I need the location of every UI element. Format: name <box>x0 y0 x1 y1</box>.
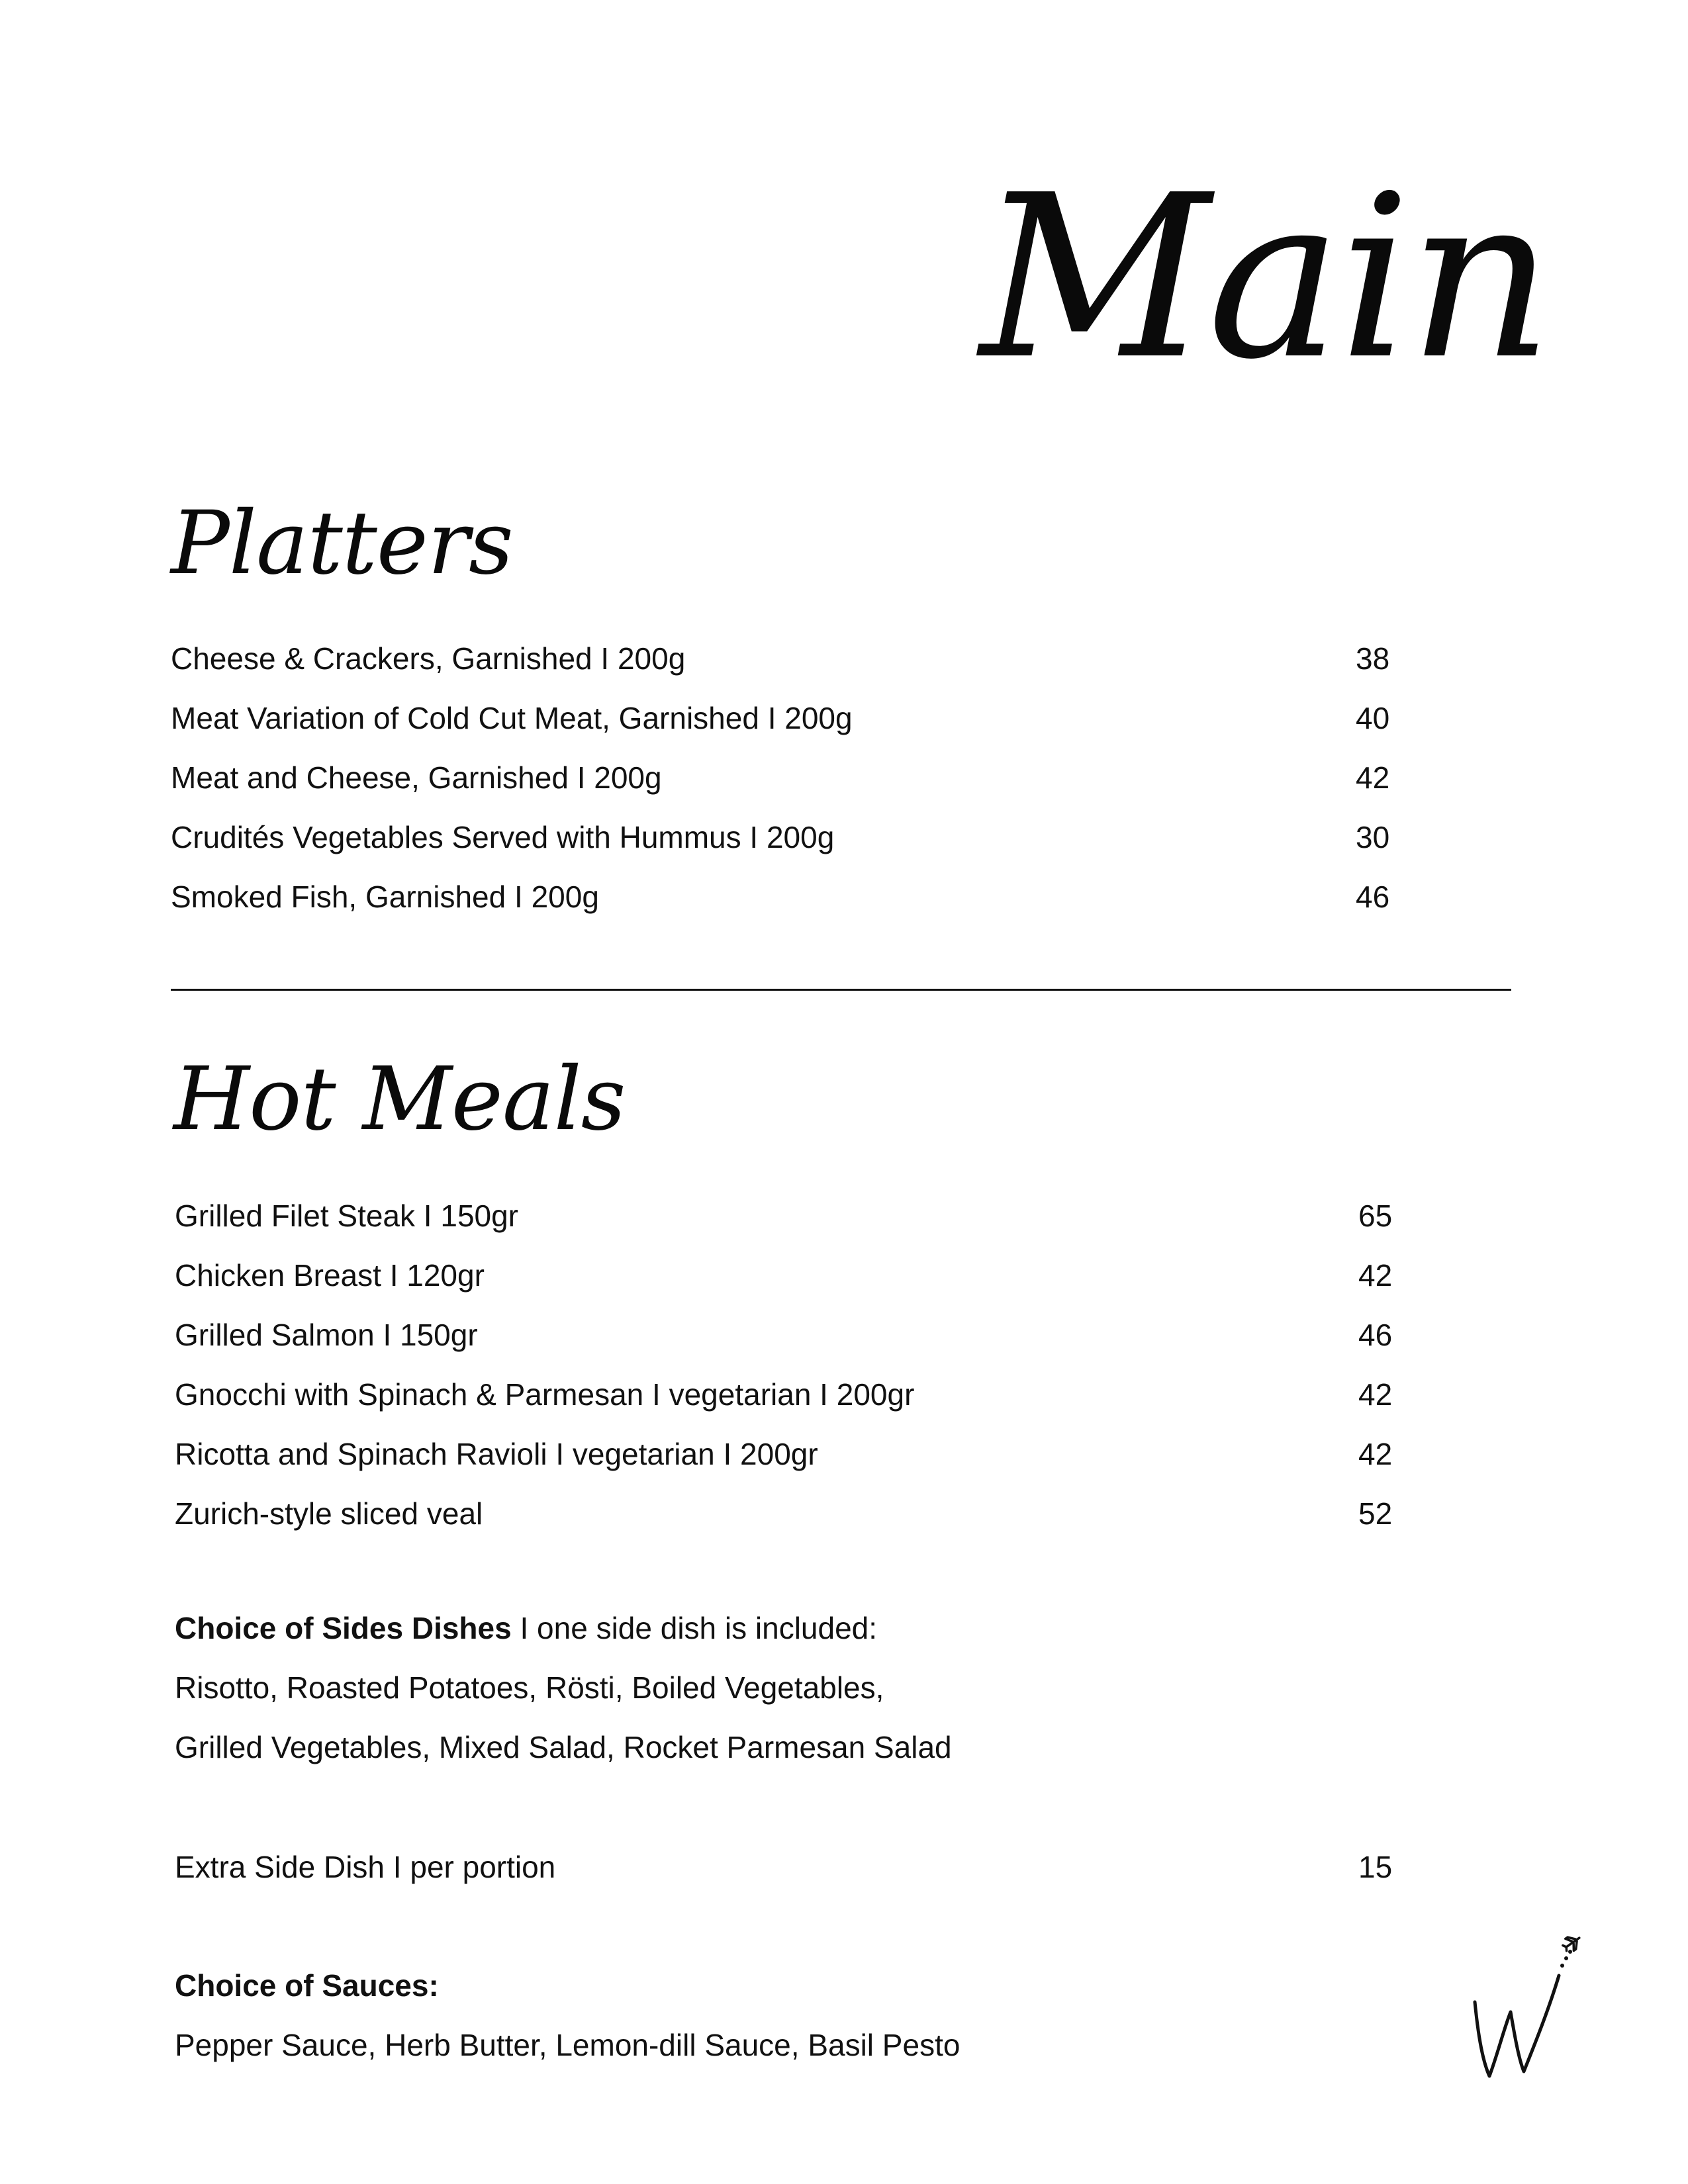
hot-meals-heading: Hot Meals <box>173 1048 626 1150</box>
item-price: 38 <box>1356 641 1390 676</box>
item-price: 42 <box>1358 1377 1393 1412</box>
sauces-list: Pepper Sauce, Herb Butter, Lemon-dill Sauce, Basil Pesto <box>175 2028 961 2062</box>
list-item <box>175 1305 1399 1365</box>
item-name: Extra Side Dish I per portion <box>175 1850 556 1884</box>
item-price: 15 <box>1358 1850 1393 1884</box>
platters-list <box>171 629 1395 927</box>
item-price: 30 <box>1356 820 1390 854</box>
item-name: Crudités Vegetables Served with Hummus I 200g <box>171 820 835 854</box>
list-item <box>171 629 1395 688</box>
list-item <box>175 1186 1399 1246</box>
sides-options-line-2: Grilled Vegetables, Mixed Salad, Rocket Parmesan Salad <box>175 1730 952 1764</box>
sauces-label: Choice of Sauces: <box>175 1968 439 2003</box>
item-name: Ricotta and Spinach Ravioli I vegetarian I 200gr <box>175 1437 818 1471</box>
item-name: Gnocchi with Spinach & Parmesan I vegetarian I 200gr <box>175 1377 915 1412</box>
list-item <box>171 807 1395 867</box>
item-name: Smoked Fish, Garnished I 200g <box>171 880 599 914</box>
section-divider <box>171 989 1511 991</box>
sides-header <box>175 1598 877 1658</box>
item-name: Grilled Salmon I 150gr <box>175 1318 478 1352</box>
item-price: 42 <box>1356 760 1390 795</box>
list-item <box>171 867 1395 927</box>
list-item <box>175 1484 1399 1543</box>
item-price: 46 <box>1358 1318 1393 1352</box>
item-price: 42 <box>1358 1258 1393 1293</box>
item-price: 42 <box>1358 1437 1393 1471</box>
sides-options-line-1: Risotto, Roasted Potatoes, Rösti, Boiled Vegetables, <box>175 1670 884 1705</box>
item-price: 52 <box>1358 1496 1393 1531</box>
platters-heading: Platters <box>171 492 513 594</box>
item-name: Grilled Filet Steak I 150gr <box>175 1199 519 1233</box>
item-price: 46 <box>1356 880 1390 914</box>
w-airplane-logo-icon <box>1463 1929 1582 2081</box>
item-price: 65 <box>1358 1199 1393 1233</box>
extra-side-row <box>175 1837 1399 1897</box>
item-name: Meat and Cheese, Garnished I 200g <box>171 760 662 795</box>
list-item <box>175 1246 1399 1305</box>
item-name: Meat Variation of Cold Cut Meat, Garnished I 200g <box>171 701 853 735</box>
list-item <box>171 748 1395 807</box>
item-price: 40 <box>1356 701 1390 735</box>
list-item <box>171 688 1395 748</box>
list-item <box>175 1424 1399 1484</box>
hot-meals-list <box>175 1186 1399 1543</box>
sides-note: I one side dish is included: <box>511 1611 878 1645</box>
item-name: Chicken Breast I 120gr <box>175 1258 485 1293</box>
item-name: Zurich-style sliced veal <box>175 1496 483 1531</box>
item-name: Cheese & Crackers, Garnished I 200g <box>171 641 686 676</box>
list-item <box>175 1365 1399 1424</box>
sides-label: Choice of Sides Dishes <box>175 1611 512 1645</box>
page-title: Main <box>980 147 1551 409</box>
